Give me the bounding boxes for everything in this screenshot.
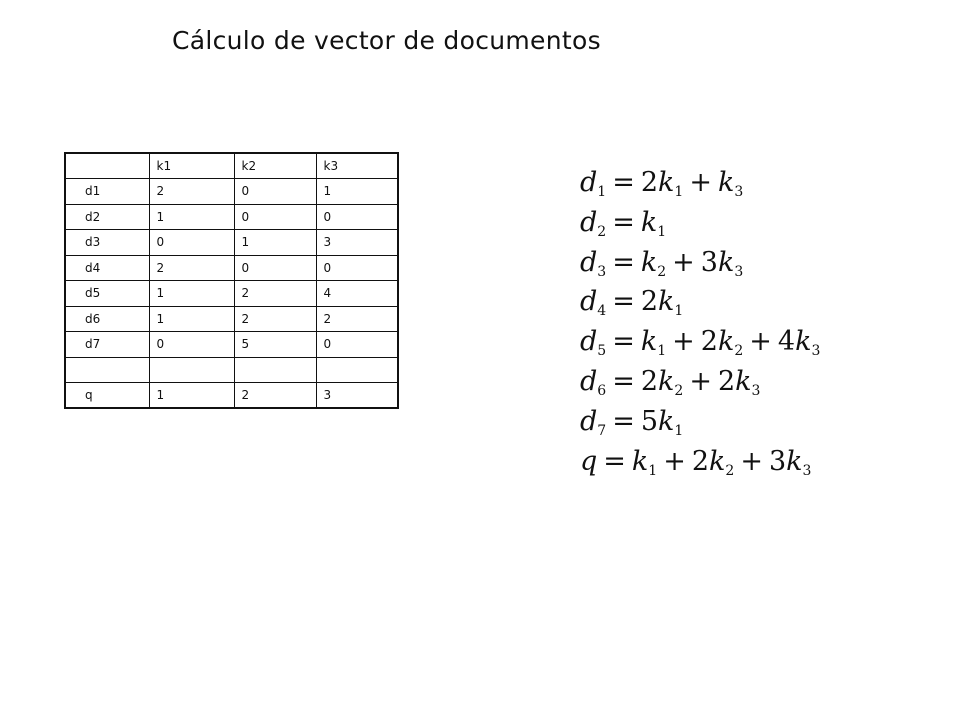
table-cell: 4: [316, 281, 398, 307]
term-coefficient: 2: [691, 445, 710, 477]
table-row-label: d3: [65, 230, 149, 256]
equation-lhs-variable: d: [580, 365, 598, 397]
table-header-cell: k1: [149, 153, 234, 179]
table-cell: 1: [149, 204, 234, 230]
term-variable: k: [658, 405, 675, 437]
equation-operator: +: [672, 326, 695, 358]
term-variable: k: [717, 246, 735, 278]
term-variable: k: [658, 167, 675, 198]
equals-sign: =: [603, 445, 626, 477]
equation-lhs-variable: q: [580, 445, 598, 477]
table-row: [65, 383, 398, 409]
table-row: [65, 230, 398, 256]
table-row: [65, 332, 398, 358]
table-cell: [316, 357, 398, 383]
equation-lhs-subscript: 3: [597, 263, 607, 280]
table-cell: [149, 357, 234, 383]
term-variable: k: [795, 326, 812, 358]
table-cell: 2: [316, 306, 398, 332]
equation: [580, 362, 820, 402]
table-cell: 2: [149, 255, 234, 281]
equals-sign: =: [612, 206, 635, 238]
term-subscript: 3: [734, 184, 744, 200]
equals-sign: =: [612, 286, 635, 318]
equation: [580, 322, 820, 362]
table-row-label: d2: [65, 204, 149, 230]
table-cell: 5: [234, 332, 316, 358]
table-row: [65, 281, 398, 307]
equation: [580, 243, 820, 283]
term-subscript: 1: [674, 184, 684, 200]
table-row-label: d5: [65, 281, 149, 307]
table-cell: 1: [149, 281, 234, 307]
table-header-row: [65, 153, 398, 179]
table-cell: 0: [234, 179, 316, 205]
table-header-cell: [65, 153, 149, 179]
equals-sign: =: [612, 246, 635, 278]
table-cell: 2: [234, 281, 316, 307]
table-cell: 0: [316, 332, 398, 358]
table-row: [65, 357, 398, 383]
table-cell: [234, 357, 316, 383]
equation-lhs-subscript: 1: [597, 184, 607, 200]
term-subscript: 1: [674, 303, 684, 320]
equals-sign: =: [612, 405, 635, 437]
table-cell: 1: [234, 230, 316, 256]
table-header-cell: k2: [234, 153, 316, 179]
term-subscript: 2: [674, 382, 684, 399]
document-term-table: [64, 152, 399, 409]
equation-lhs-variable: d: [580, 286, 598, 318]
equation-lhs-subscript: 7: [597, 422, 607, 439]
table-row: [65, 255, 398, 281]
table-header-cell: k3: [316, 153, 398, 179]
equals-sign: =: [612, 167, 635, 198]
term-coefficient: 3: [768, 445, 787, 477]
table-cell: 0: [234, 204, 316, 230]
equation-lhs-variable: d: [580, 167, 598, 198]
term-subscript: 2: [734, 343, 744, 360]
term-variable: k: [640, 326, 658, 358]
equation-operator: +: [663, 445, 686, 477]
term-variable: k: [640, 246, 658, 278]
term-variable: k: [709, 445, 726, 477]
term-coefficient: 4: [777, 326, 796, 358]
term-subscript: 1: [657, 343, 667, 360]
equation-list: [580, 163, 820, 481]
term-subscript: 3: [734, 263, 744, 280]
table-cell: 2: [234, 306, 316, 332]
term-variable: k: [658, 286, 675, 318]
term-subscript: 1: [657, 223, 667, 240]
table-row: [65, 204, 398, 230]
table-cell: 3: [316, 383, 398, 409]
term-coefficient: 3: [700, 246, 718, 278]
equals-sign: =: [612, 326, 635, 358]
term-subscript: 2: [657, 263, 667, 280]
table-cell: 0: [149, 230, 234, 256]
equation-operator: +: [749, 326, 772, 358]
equation-lhs-variable: d: [580, 246, 598, 278]
equation-lhs-subscript: 2: [597, 223, 607, 240]
term-subscript: 2: [725, 462, 735, 479]
equation-lhs-variable: d: [580, 326, 598, 358]
term-subscript: 3: [802, 462, 812, 479]
table-cell: 2: [234, 383, 316, 409]
equation: [580, 442, 820, 482]
term-variable: k: [631, 445, 649, 477]
table-row: [65, 179, 398, 205]
table-row-label: d4: [65, 255, 149, 281]
table-row: [65, 306, 398, 332]
term-coefficient: 2: [640, 167, 659, 198]
term-variable: k: [717, 167, 735, 198]
table-cell: 3: [316, 230, 398, 256]
term-subscript: 3: [811, 343, 821, 360]
equation: [580, 402, 820, 442]
term-variable: k: [717, 326, 735, 358]
equation: [580, 282, 820, 322]
term-coefficient: 2: [640, 286, 659, 318]
table-row-label: d1: [65, 179, 149, 205]
equation-operator: +: [689, 365, 712, 397]
table-cell: 1: [316, 179, 398, 205]
term-subscript: 1: [648, 462, 658, 479]
table-body: [65, 153, 398, 408]
table-row-label: d6: [65, 306, 149, 332]
equation-lhs-subscript: 4: [597, 303, 607, 320]
table-cell: 0: [316, 204, 398, 230]
equation-lhs-subscript: 5: [597, 343, 607, 360]
equation: [580, 203, 820, 243]
table-cell: 0: [316, 255, 398, 281]
term-subscript: 1: [674, 422, 684, 439]
table-row-label: [65, 357, 149, 383]
term-coefficient: 2: [700, 326, 718, 358]
table-cell: 0: [149, 332, 234, 358]
equation-lhs-variable: d: [580, 206, 598, 238]
equals-sign: =: [612, 365, 635, 397]
term-coefficient: 2: [640, 365, 659, 397]
table-cell: 0: [234, 255, 316, 281]
term-variable: k: [658, 365, 675, 397]
equation-operator: +: [689, 167, 712, 198]
equation-operator: +: [740, 445, 763, 477]
term-variable: k: [735, 365, 752, 397]
table-row-label: q: [65, 383, 149, 409]
equation: [580, 163, 820, 203]
equation-operator: +: [672, 246, 695, 278]
term-coefficient: 2: [717, 365, 736, 397]
term-variable: k: [640, 206, 658, 238]
table-row-label: d7: [65, 332, 149, 358]
table-cell: 1: [149, 383, 234, 409]
table-cell: 2: [149, 179, 234, 205]
equation-lhs-subscript: 6: [597, 382, 607, 399]
term-coefficient: 5: [640, 405, 659, 437]
slide-title: Cálculo de vector de documentos: [172, 26, 601, 55]
term-subscript: 3: [751, 382, 761, 399]
term-variable: k: [786, 445, 803, 477]
table-cell: 1: [149, 306, 234, 332]
equation-lhs-variable: d: [580, 405, 598, 437]
